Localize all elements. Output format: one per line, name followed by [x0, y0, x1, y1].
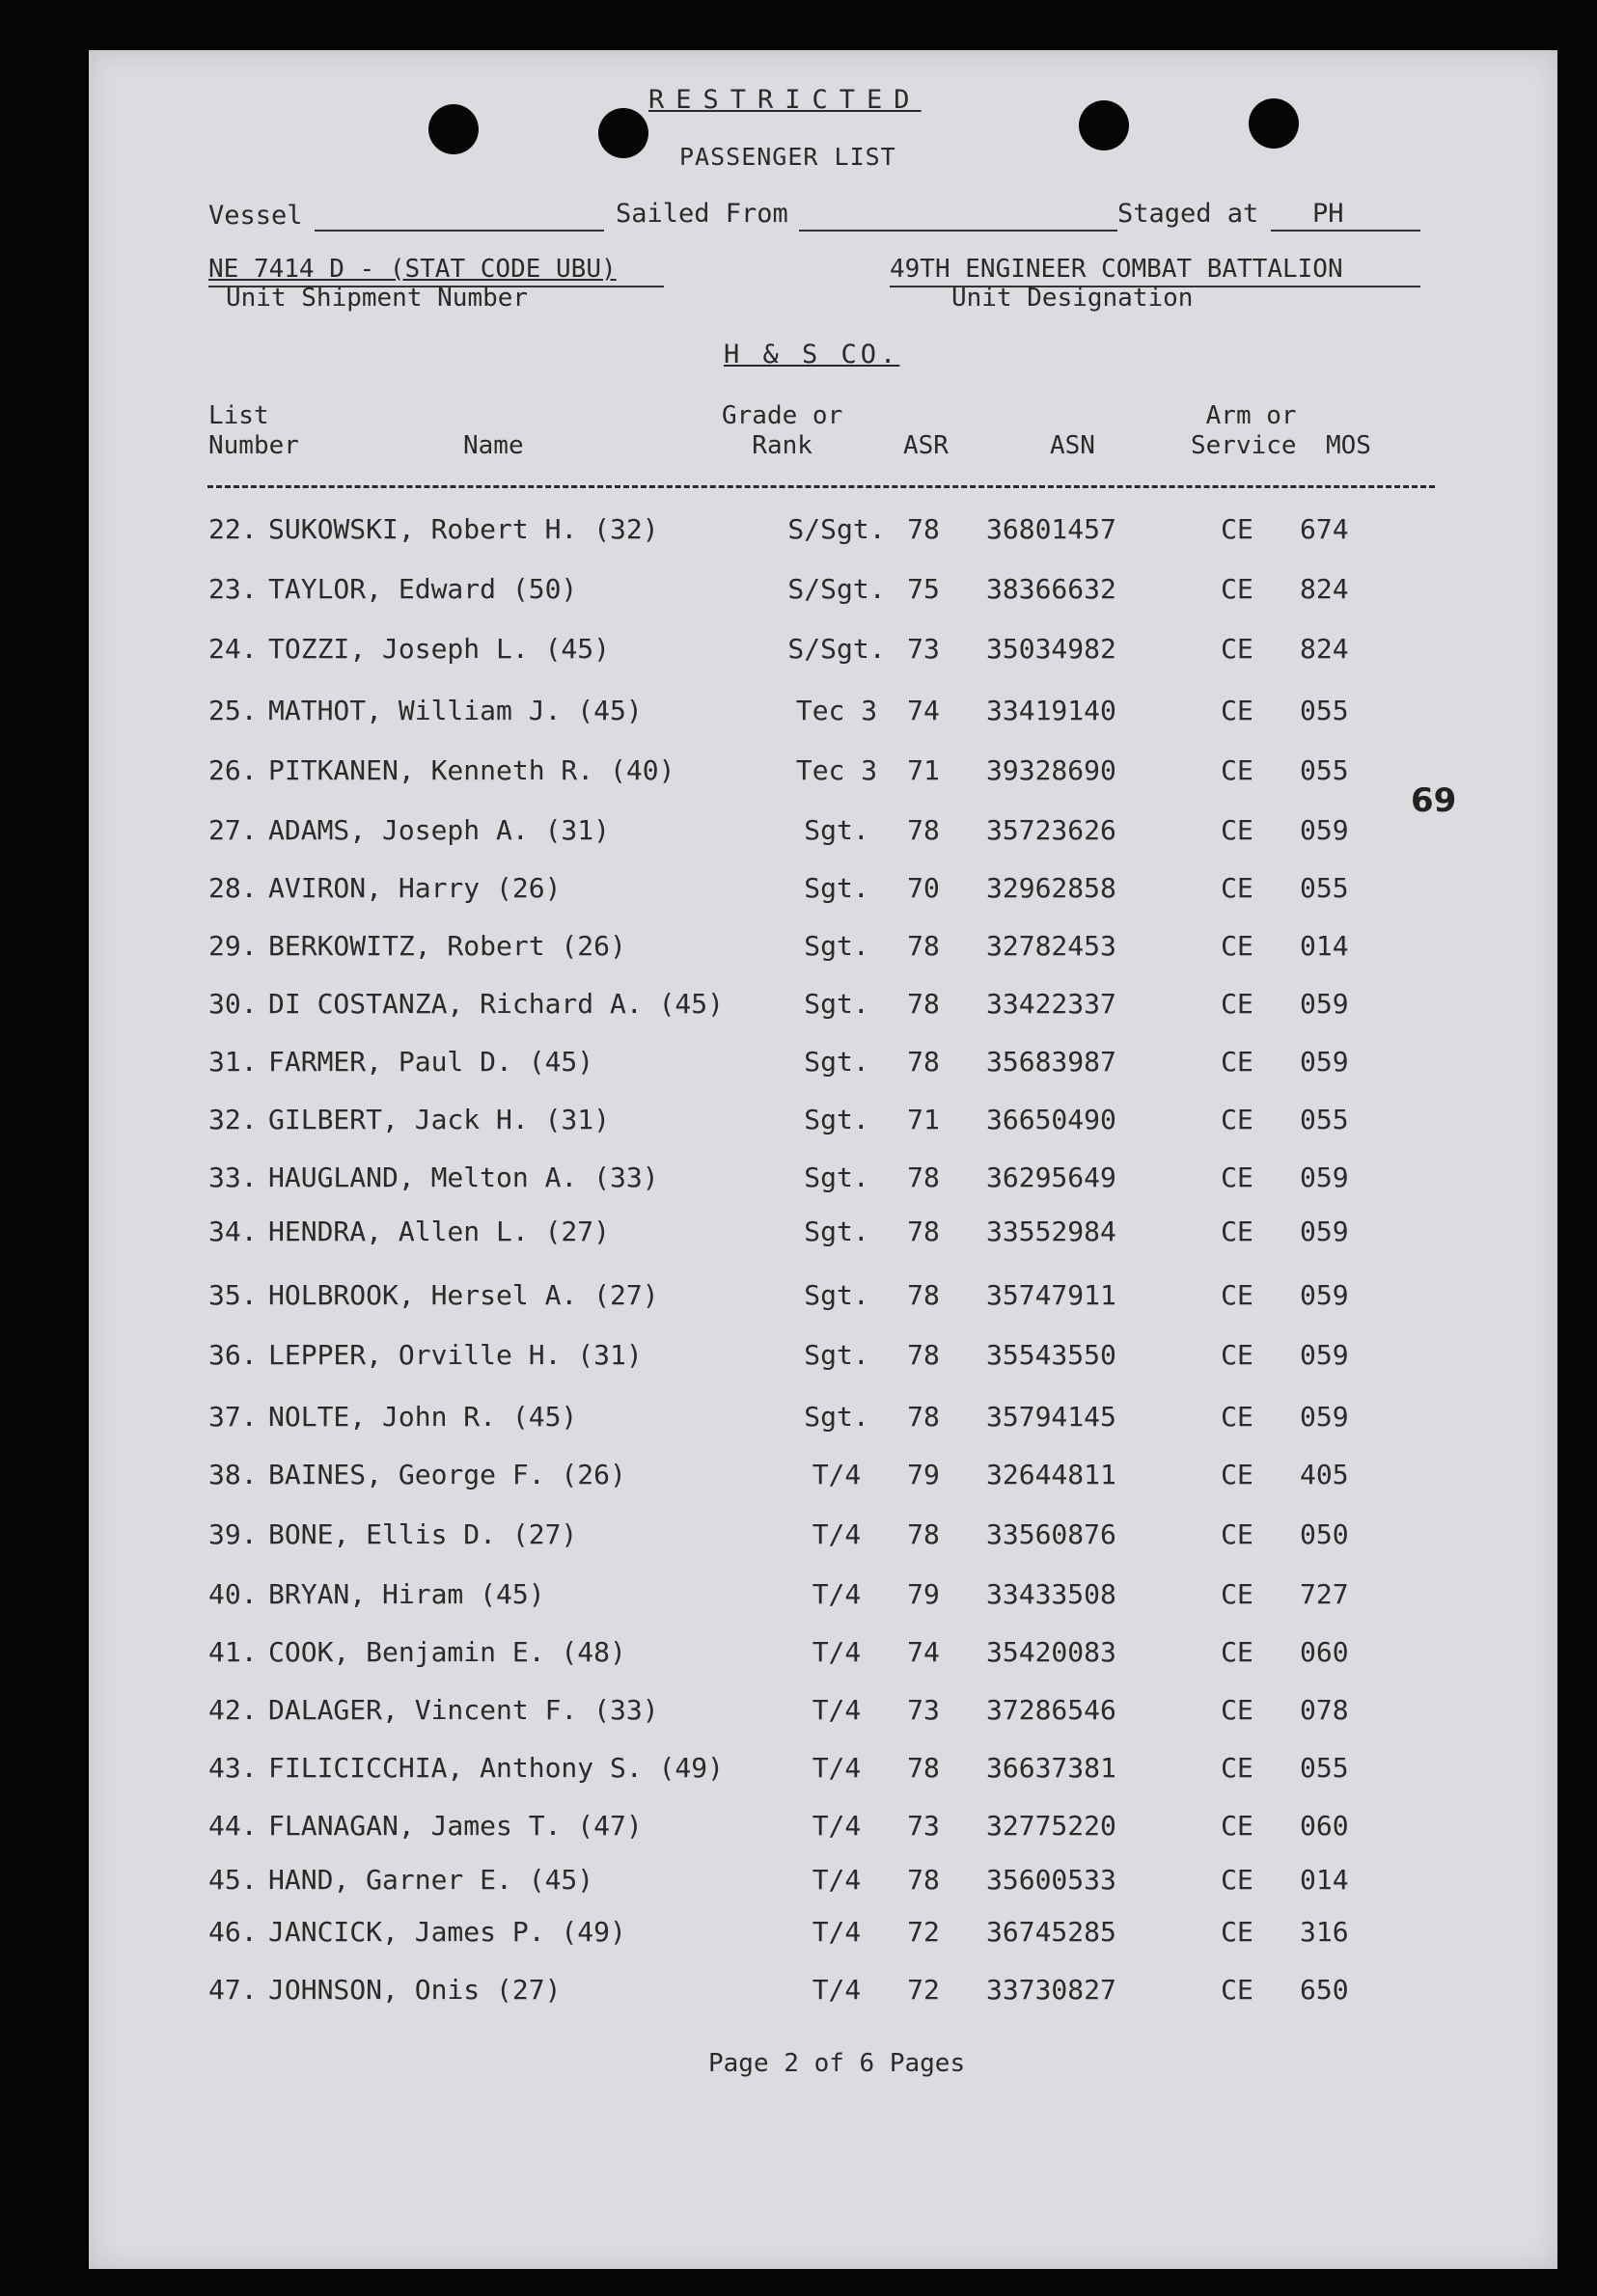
col-asr: ASR	[903, 431, 949, 460]
cell-grade: Sgt.	[804, 872, 869, 904]
cell-name: PITKANEN, Kenneth R. (40)	[268, 754, 675, 786]
cell-grade: Tec 3	[795, 695, 878, 726]
cell-name: TOZZI, Joseph L. (45)	[268, 633, 611, 665]
cell-num: 45.	[208, 1864, 258, 1896]
cell-name: TAYLOR, Edward (50)	[268, 573, 578, 605]
cell-mos: 059	[1300, 1279, 1349, 1311]
cell-name: BERKOWITZ, Robert (26)	[268, 930, 626, 962]
cell-asr: 78	[907, 1279, 940, 1311]
cell-grade: Sgt.	[804, 988, 869, 1020]
cell-asn: 36295649	[986, 1162, 1116, 1193]
cell-grade: Sgt.	[804, 1046, 869, 1078]
table-row	[89, 1636, 1557, 1679]
table-row	[89, 695, 1557, 737]
table-row	[89, 1752, 1557, 1794]
table-row	[89, 1518, 1557, 1561]
cell-arm: CE	[1221, 1578, 1253, 1610]
cell-asr: 78	[907, 988, 940, 1020]
cell-mos: 824	[1300, 573, 1349, 605]
table-row	[89, 1916, 1557, 1958]
cell-grade: Sgt.	[804, 930, 869, 962]
cell-asr: 78	[907, 930, 940, 962]
cell-arm: CE	[1221, 1694, 1253, 1726]
table-row	[89, 1162, 1557, 1204]
cell-grade: Sgt.	[804, 1339, 869, 1371]
cell-grade: Sgt.	[804, 1104, 869, 1135]
cell-mos: 050	[1300, 1518, 1349, 1550]
cell-arm: CE	[1221, 1216, 1253, 1247]
cell-name: DALAGER, Vincent F. (33)	[268, 1694, 659, 1726]
cell-asn: 33552984	[986, 1216, 1116, 1247]
cell-mos: 059	[1300, 1162, 1349, 1193]
cell-arm: CE	[1221, 814, 1253, 846]
cell-asr: 78	[907, 1216, 940, 1247]
table-row	[89, 1578, 1557, 1621]
cell-mos: 055	[1300, 754, 1349, 786]
cell-mos: 055	[1300, 695, 1349, 726]
cell-asn: 33730827	[986, 1974, 1116, 2006]
cell-name: ADAMS, Joseph A. (31)	[268, 814, 611, 846]
cell-mos: 727	[1300, 1578, 1349, 1610]
cell-arm: CE	[1221, 1974, 1253, 2006]
cell-arm: CE	[1221, 1401, 1253, 1433]
cell-asr: 73	[907, 1810, 940, 1842]
cell-mos: 405	[1300, 1459, 1349, 1490]
cell-name: AVIRON, Harry (26)	[268, 872, 562, 904]
cell-num: 43.	[208, 1752, 258, 1784]
cell-arm: CE	[1221, 1339, 1253, 1371]
shipment-number: NE 7414 D - (STAT CODE UBU)	[208, 255, 617, 284]
table-row	[89, 814, 1557, 857]
cell-asn: 32644811	[986, 1459, 1116, 1490]
cell-num: 46.	[208, 1916, 258, 1948]
cell-mos: 824	[1300, 633, 1349, 665]
cell-name: SUKOWSKI, Robert H. (32)	[268, 513, 659, 545]
cell-asn: 35723626	[986, 814, 1116, 846]
cell-asn: 33419140	[986, 695, 1116, 726]
cell-grade: T/4	[812, 1518, 862, 1550]
table-row	[89, 1864, 1557, 1906]
cell-name: NOLTE, John R. (45)	[268, 1401, 578, 1433]
cell-mos: 055	[1300, 872, 1349, 904]
col-asn: ASN	[1050, 431, 1095, 460]
cell-arm: CE	[1221, 1459, 1253, 1490]
staged-at-value: PH	[1312, 199, 1344, 229]
cell-grade: S/Sgt.	[787, 573, 886, 605]
table-row	[89, 633, 1557, 675]
cell-name: FILICICCHIA, Anthony S. (49)	[268, 1752, 725, 1784]
cell-num: 33.	[208, 1162, 258, 1193]
cell-name: LEPPER, Orville H. (31)	[268, 1339, 643, 1371]
cell-asn: 38366632	[986, 573, 1116, 605]
cell-name: DI COSTANZA, Richard A. (45)	[268, 988, 725, 1020]
sailed-from-label: Sailed From	[616, 199, 788, 229]
cell-arm: CE	[1221, 1864, 1253, 1896]
cell-grade: T/4	[812, 1864, 862, 1896]
cell-name: COOK, Benjamin E. (48)	[268, 1636, 626, 1668]
cell-asr: 70	[907, 872, 940, 904]
cell-arm: CE	[1221, 1916, 1253, 1948]
table-row	[89, 1104, 1557, 1146]
cell-name: MATHOT, William J. (45)	[268, 695, 643, 726]
table-row	[89, 872, 1557, 915]
cell-num: 32.	[208, 1104, 258, 1135]
cell-arm: CE	[1221, 1518, 1253, 1550]
cell-arm: CE	[1221, 695, 1253, 726]
cell-name: BAINES, George F. (26)	[268, 1459, 626, 1490]
table-row	[89, 1974, 1557, 2016]
cell-asr: 78	[907, 1339, 940, 1371]
cell-arm: CE	[1221, 573, 1253, 605]
col-arm: Arm or Service	[1191, 401, 1297, 460]
table-row	[89, 1046, 1557, 1088]
cell-asn: 35747911	[986, 1279, 1116, 1311]
cell-asn: 35420083	[986, 1636, 1116, 1668]
cell-asn: 39328690	[986, 754, 1116, 786]
cell-num: 22.	[208, 513, 258, 545]
shipment-caption: Unit Shipment Number	[226, 284, 529, 313]
cell-asn: 35034982	[986, 633, 1116, 665]
cell-arm: CE	[1221, 1104, 1253, 1135]
cell-asn: 36745285	[986, 1916, 1116, 1948]
cell-num: 44.	[208, 1810, 258, 1842]
staged-at-label: Staged at	[1117, 199, 1259, 229]
cell-grade: T/4	[812, 1636, 862, 1668]
cell-asn: 35543550	[986, 1339, 1116, 1371]
document-page	[89, 50, 1557, 2269]
punch-hole	[1079, 100, 1129, 150]
cell-name: FARMER, Paul D. (45)	[268, 1046, 594, 1078]
cell-name: BONE, Ellis D. (27)	[268, 1518, 578, 1550]
table-row	[89, 754, 1557, 797]
cell-asn: 33422337	[986, 988, 1116, 1020]
cell-mos: 059	[1300, 1401, 1349, 1433]
cell-name: HENDRA, Allen L. (27)	[268, 1216, 611, 1247]
cell-asr: 73	[907, 1694, 940, 1726]
cell-name: HAND, Garner E. (45)	[268, 1864, 594, 1896]
cell-mos: 059	[1300, 814, 1349, 846]
cell-asr: 78	[907, 1401, 940, 1433]
cell-name: HAUGLAND, Melton A. (33)	[268, 1162, 659, 1193]
cell-num: 29.	[208, 930, 258, 962]
cell-mos: 014	[1300, 930, 1349, 962]
cell-asn: 32782453	[986, 930, 1116, 962]
staged-at-field	[1271, 230, 1420, 232]
cell-arm: CE	[1221, 1162, 1253, 1193]
cell-name: BRYAN, Hiram (45)	[268, 1578, 545, 1610]
cell-asr: 74	[907, 695, 940, 726]
cell-arm: CE	[1221, 1810, 1253, 1842]
page-title: PASSENGER LIST	[679, 143, 896, 171]
cell-asn: 33560876	[986, 1518, 1116, 1550]
cell-num: 27.	[208, 814, 258, 846]
cell-grade: T/4	[812, 1578, 862, 1610]
cell-name: GILBERT, Jack H. (31)	[268, 1104, 611, 1135]
cell-arm: CE	[1221, 1636, 1253, 1668]
col-list-number: List Number	[208, 401, 299, 460]
cell-name: JOHNSON, Onis (27)	[268, 1974, 562, 2006]
cell-asr: 78	[907, 1752, 940, 1784]
cell-name: HOLBROOK, Hersel A. (27)	[268, 1279, 659, 1311]
restricted-heading: RESTRICTED	[648, 85, 922, 115]
cell-mos: 059	[1300, 1339, 1349, 1371]
cell-mos: 060	[1300, 1810, 1349, 1842]
cell-num: 30.	[208, 988, 258, 1020]
cell-asn: 35600533	[986, 1864, 1116, 1896]
cell-asr: 75	[907, 573, 940, 605]
page-footer: Page 2 of 6 Pages	[708, 2049, 966, 2078]
table-row	[89, 513, 1557, 556]
table-row	[89, 1694, 1557, 1736]
col-name: Name	[463, 431, 524, 460]
side-number: 69	[1411, 781, 1457, 820]
cell-mos: 316	[1300, 1916, 1349, 1948]
cell-asn: 36637381	[986, 1752, 1116, 1784]
table-row	[89, 1459, 1557, 1501]
cell-mos: 059	[1300, 1216, 1349, 1247]
cell-mos: 060	[1300, 1636, 1349, 1668]
cell-arm: CE	[1221, 1046, 1253, 1078]
cell-name: FLANAGAN, James T. (47)	[268, 1810, 643, 1842]
punch-hole	[598, 108, 648, 158]
cell-asr: 78	[907, 1046, 940, 1078]
cell-num: 37.	[208, 1401, 258, 1433]
company-heading: H & S CO.	[724, 340, 900, 369]
cell-asr: 78	[907, 814, 940, 846]
unit-caption: Unit Designation	[951, 284, 1194, 313]
cell-grade: Tec 3	[795, 754, 878, 786]
cell-grade: S/Sgt.	[787, 633, 886, 665]
cell-grade: S/Sgt.	[787, 513, 886, 545]
header-rule	[207, 485, 1435, 488]
cell-mos: 014	[1300, 1864, 1349, 1896]
cell-num: 39.	[208, 1518, 258, 1550]
cell-asn: 33433508	[986, 1578, 1116, 1610]
table-row	[89, 988, 1557, 1030]
cell-asr: 71	[907, 754, 940, 786]
table-row	[89, 1401, 1557, 1443]
cell-mos: 059	[1300, 988, 1349, 1020]
cell-asr: 72	[907, 1916, 940, 1948]
cell-asr: 78	[907, 513, 940, 545]
cell-asn: 32962858	[986, 872, 1116, 904]
cell-mos: 674	[1300, 513, 1349, 545]
sailed-from-field	[799, 230, 1117, 232]
table-row	[89, 930, 1557, 972]
cell-arm: CE	[1221, 988, 1253, 1020]
table-row	[89, 1279, 1557, 1322]
cell-asr: 73	[907, 633, 940, 665]
cell-grade: Sgt.	[804, 814, 869, 846]
cell-grade: T/4	[812, 1810, 862, 1842]
cell-asr: 74	[907, 1636, 940, 1668]
unit-designation: 49TH ENGINEER COMBAT BATTALION	[890, 255, 1343, 284]
cell-num: 25.	[208, 695, 258, 726]
cell-asn: 37286546	[986, 1694, 1116, 1726]
cell-num: 24.	[208, 633, 258, 665]
cell-asr: 78	[907, 1864, 940, 1896]
cell-grade: T/4	[812, 1752, 862, 1784]
cell-asn: 36801457	[986, 513, 1116, 545]
punch-hole	[1249, 98, 1299, 149]
table-row	[89, 1216, 1557, 1258]
cell-arm: CE	[1221, 930, 1253, 962]
cell-grade: T/4	[812, 1916, 862, 1948]
cell-asr: 78	[907, 1162, 940, 1193]
cell-num: 40.	[208, 1578, 258, 1610]
cell-arm: CE	[1221, 872, 1253, 904]
cell-asr: 78	[907, 1518, 940, 1550]
cell-mos: 078	[1300, 1694, 1349, 1726]
table-row	[89, 1339, 1557, 1381]
cell-asn: 36650490	[986, 1104, 1116, 1135]
cell-asr: 79	[907, 1459, 940, 1490]
cell-num: 28.	[208, 872, 258, 904]
cell-arm: CE	[1221, 513, 1253, 545]
punch-hole	[428, 104, 479, 154]
cell-asr: 72	[907, 1974, 940, 2006]
cell-asr: 79	[907, 1578, 940, 1610]
cell-grade: Sgt.	[804, 1279, 869, 1311]
cell-mos: 055	[1300, 1752, 1349, 1784]
col-mos: MOS	[1326, 431, 1371, 460]
cell-num: 34.	[208, 1216, 258, 1247]
cell-arm: CE	[1221, 1752, 1253, 1784]
cell-name: JANCICK, James P. (49)	[268, 1916, 626, 1948]
cell-mos: 059	[1300, 1046, 1349, 1078]
cell-num: 26.	[208, 754, 258, 786]
cell-num: 42.	[208, 1694, 258, 1726]
cell-arm: CE	[1221, 754, 1253, 786]
cell-grade: Sgt.	[804, 1216, 869, 1247]
cell-grade: T/4	[812, 1974, 862, 2006]
cell-num: 23.	[208, 573, 258, 605]
cell-grade: Sgt.	[804, 1162, 869, 1193]
cell-num: 36.	[208, 1339, 258, 1371]
cell-grade: T/4	[812, 1459, 862, 1490]
table-row	[89, 1810, 1557, 1852]
cell-num: 31.	[208, 1046, 258, 1078]
cell-asr: 71	[907, 1104, 940, 1135]
cell-arm: CE	[1221, 1279, 1253, 1311]
cell-arm: CE	[1221, 633, 1253, 665]
cell-num: 38.	[208, 1459, 258, 1490]
cell-num: 35.	[208, 1279, 258, 1311]
cell-grade: T/4	[812, 1694, 862, 1726]
cell-asn: 32775220	[986, 1810, 1116, 1842]
cell-num: 41.	[208, 1636, 258, 1668]
cell-asn: 35794145	[986, 1401, 1116, 1433]
vessel-field	[315, 230, 604, 232]
cell-asn: 35683987	[986, 1046, 1116, 1078]
table-row	[89, 573, 1557, 615]
cell-mos: 055	[1300, 1104, 1349, 1135]
cell-mos: 650	[1300, 1974, 1349, 2006]
cell-num: 47.	[208, 1974, 258, 2006]
vessel-label: Vessel	[208, 201, 303, 231]
cell-grade: Sgt.	[804, 1401, 869, 1433]
col-grade: Grade or Rank	[722, 401, 843, 460]
